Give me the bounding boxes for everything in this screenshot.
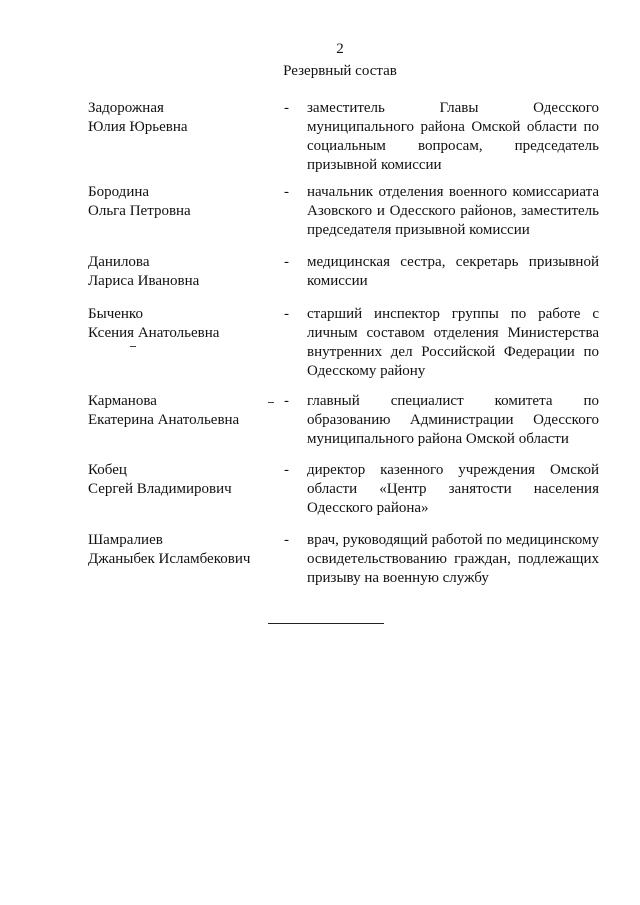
member-surname: Кобец [88,462,127,478]
member-dash: - [284,100,289,116]
member-surname: Данилова [88,254,150,270]
member-name [88,392,268,430]
member-name [88,531,268,569]
member-role: заместитель Главы Одесского муниципального района Омской области по социальным вопросам, председатель призывной комиссии [307,100,599,173]
section-title: Резервный состав [283,63,397,79]
scan-mark [130,346,136,347]
member-dash: - [284,462,289,478]
scan-mark [268,402,274,403]
member-name [88,183,268,221]
member-given-names: Екатерина Анатольевна [88,412,240,428]
member-surname: Задорожная [88,100,164,116]
member-role: директор казенного учреждения Омской области «Центр занятости населения Одесского района» [307,462,599,516]
member-given-names: Ксения Анатольевна [88,325,220,341]
member-given-names: Сергей Владимирович [88,481,232,497]
member-dash: - [284,306,289,322]
page-number: 2 [336,41,344,57]
member-surname: Карманова [88,393,157,409]
member-given-names: Лариса Ивановна [88,273,200,289]
member-surname: Шамралиев [88,532,163,548]
member-role: главный специалист комитета по образованию Администрации Одесского муниципального района Омской области [307,393,599,447]
member-surname: Быченко [88,306,143,322]
member-given-names: Джаныбек Исламбекович [88,551,251,567]
member-dash: - [284,254,289,270]
member-name [88,305,268,343]
member-given-names: Юлия Юрьевна [88,119,188,135]
end-rule [268,623,384,624]
member-name [88,253,268,291]
member-given-names: Ольга Петровна [88,203,191,219]
member-role: начальник отделения военного комиссариата Азовского и Одесского районов, заместитель председателя призывной комиссии [307,184,599,238]
member-dash: - [284,393,289,409]
member-surname: Бородина [88,184,150,200]
member-role: медицинская сестра, секретарь призывной комиссии [307,254,599,289]
member-name [88,461,268,499]
member-role: врач, руководящий работой по медицинскому освидетельствованию граждан, подлежащих призыву на военную службу [307,532,599,586]
member-role: старший инспектор группы по работе с личным составом отделения Министерства внутренних дел Российской Федерации по Одесскому району [307,306,599,379]
member-dash: - [284,184,289,200]
member-dash: - [284,532,289,548]
member-name [88,99,268,137]
